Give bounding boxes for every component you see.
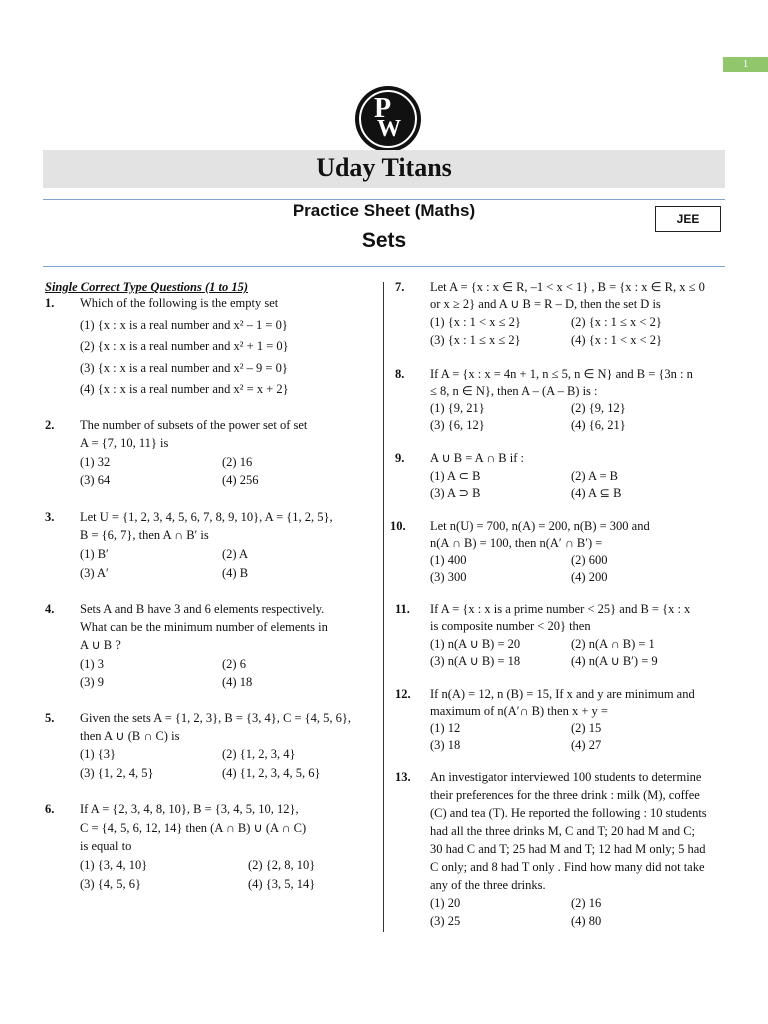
option: (2) 600 [571,553,608,567]
question-text: is equal to [80,839,132,853]
option: (4) 80 [571,914,602,928]
option: (3) A ⊃ B [430,486,481,500]
question-text: Let U = {1, 2, 3, 4, 5, 6, 7, 8, 9, 10}, A = {1, 2, 5}, [80,510,333,524]
option: (3) 18 [430,738,461,752]
option: (3) 64 [80,473,111,487]
question-text: had all the three drinks M, C and T; 20 had M and C; [430,824,696,838]
option: (3) n(A ∪ B) = 18 [430,654,521,668]
option: (2) {1, 2, 3, 4} [222,747,296,761]
question-text: A = {7, 10, 11} is [80,436,169,450]
question-text: Given the sets A = {1, 2, 3}, B = {3, 4}, C = {4, 5, 6}, [80,711,352,725]
question-number: 5. [45,711,55,725]
option: (3) 25 [430,914,461,928]
question-text: then A ∪ (B ∩ C) is [80,729,180,743]
option: (4) A ⊆ B [571,486,622,500]
option: (1) 32 [80,455,111,469]
exam-badge: JEE [655,206,721,232]
option: (4) 256 [222,473,259,487]
question-text: 30 had C and T; 25 had M and T; 12 had M only; 5 had [430,842,706,856]
question-number: 6. [45,802,55,816]
question-text: A ∪ B = A ∩ B if : [430,451,524,465]
section-heading: Single Correct Type Questions (1 to 15) [45,280,249,294]
question-number: 10. [390,519,406,533]
option: (1) {x : 1 < x ≤ 2} [430,315,521,329]
question-text: n(A ∩ B) = 100, then n(A′ ∩ B′) = [430,536,603,550]
question-number: 7. [395,280,405,294]
question-text: or x ≥ 2} and A ∪ B = R – D, then the set D is [430,297,661,311]
option: (1) {3} [80,747,116,761]
option: (1) 3 [80,657,104,671]
option: (4) {x : x is a real number and x² = x + 2} [80,382,289,396]
question-text: ≤ 8, n ∈ N}, then A – (A – B) is : [430,384,598,398]
question-number: 4. [45,602,55,616]
option: (3) {4, 5, 6} [80,877,141,891]
option: (1) B′ [80,547,109,561]
option: (1) 400 [430,553,467,567]
sheet-title: Practice Sheet (Maths) [292,201,476,220]
option: (2) 16 [222,455,253,469]
option: (4) {6, 21} [571,418,626,432]
option: (1) {3, 4, 10} [80,858,148,872]
question-number: 3. [45,510,55,524]
question-text: Let A = {x : x ∈ R, –1 < x < 1} , B = {x : x ∈ R, x ≤ 0 [430,280,705,294]
option: (4) {1, 2, 3, 4, 5, 6} [222,766,321,780]
question-text: maximum of n(A′∩ B) then x + y = [430,704,608,718]
question-number: 1. [45,296,55,310]
question-number: 2. [45,418,55,432]
question-number: 11. [395,602,410,616]
question-number: 13. [395,770,411,784]
question-text: What can be the minimum number of elements in [80,620,328,634]
option: (3) {1, 2, 4, 5} [80,766,154,780]
option: (1) A ⊂ B [430,469,481,483]
question-number: 9. [395,451,405,465]
page-number: 1 [723,57,768,72]
option: (1) n(A ∪ B) = 20 [430,637,521,651]
question-text: is composite number < 20} then [430,619,591,633]
question-text: If A = {x : x = 4n + 1, n ≤ 5, n ∈ N} and B = {3n : n [430,367,693,381]
pw-logo [355,86,421,152]
option: (4) {3, 5, 14} [248,877,316,891]
option: (2) {x : 1 ≤ x < 2} [571,315,662,329]
logo-letter-w: W [377,116,401,142]
option: (1) {9, 21} [430,401,485,415]
header-rule-top [43,199,725,200]
question-text: If n(A) = 12, n (B) = 15, If x and y are minimum and [430,687,695,701]
question-text: C only; and 8 had T only . Find how many did not take [430,860,705,874]
option: (3) {x : 1 ≤ x ≤ 2} [430,333,521,347]
option: (2) {2, 8, 10} [248,858,316,872]
option: (2) n(A ∩ B) = 1 [571,637,655,651]
question-text: The number of subsets of the power set of set [80,418,308,432]
question-text: their preferences for the three drink : milk (M), coffee [430,788,700,802]
question-number: 8. [395,367,405,381]
option: (1) 12 [430,721,461,735]
option: (2) A [222,547,249,561]
topic-title: Sets [361,229,407,252]
column-divider [383,282,384,932]
question-text: (C) and tea (T). He reported the following : 10 students [430,806,707,820]
option: (3) {x : x is a real number and x² – 9 = 0} [80,361,288,375]
course-title: Uday Titans [43,150,725,188]
option: (2) 16 [571,896,602,910]
option: (4) 200 [571,570,608,584]
option: (4) 18 [222,675,253,689]
option: (2) 15 [571,721,602,735]
question-text: If A = {2, 3, 4, 8, 10}, B = {3, 4, 5, 10, 12}, [80,802,299,816]
option: (1) 20 [430,896,461,910]
option: (2) {x : x is a real number and x² + 1 = 0} [80,339,289,353]
question-number: 12. [395,687,411,701]
option: (4) 27 [571,738,602,752]
question-text: any of the three drinks. [430,878,546,892]
question-text: A ∪ B ? [80,638,121,652]
question-text: Which of the following is the empty set [80,296,279,310]
logo-letter-p: P [374,93,392,124]
question-text: An investigator interviewed 100 students to determine [430,770,702,784]
option: (4) B [222,566,249,580]
option: (2) {9, 12} [571,401,626,415]
option: (3) 300 [430,570,467,584]
question-text: Let n(U) = 700, n(A) = 200, n(B) = 300 and [430,519,650,533]
question-text: Sets A and B have 3 and 6 elements respectively. [80,602,325,616]
option: (1) {x : x is a real number and x² – 1 = 0} [80,318,288,332]
option: (2) 6 [222,657,246,671]
question-text: If A = {x : x is a prime number < 25} and B = {x : x [430,602,691,616]
question-text: B = {6, 7}, then A ∩ B′ is [80,528,209,542]
header-rule-bottom [43,266,725,267]
option: (3) A′ [80,566,109,580]
question-text: C = {4, 5, 6, 12, 14} then (A ∩ B) ∪ (A ∩ C) [80,821,307,835]
option: (3) {6, 12} [430,418,485,432]
option: (4) n(A ∪ B′) = 9 [571,654,658,668]
option: (4) {x : 1 < x < 2} [571,333,663,347]
option: (2) A = B [571,469,618,483]
option: (3) 9 [80,675,104,689]
